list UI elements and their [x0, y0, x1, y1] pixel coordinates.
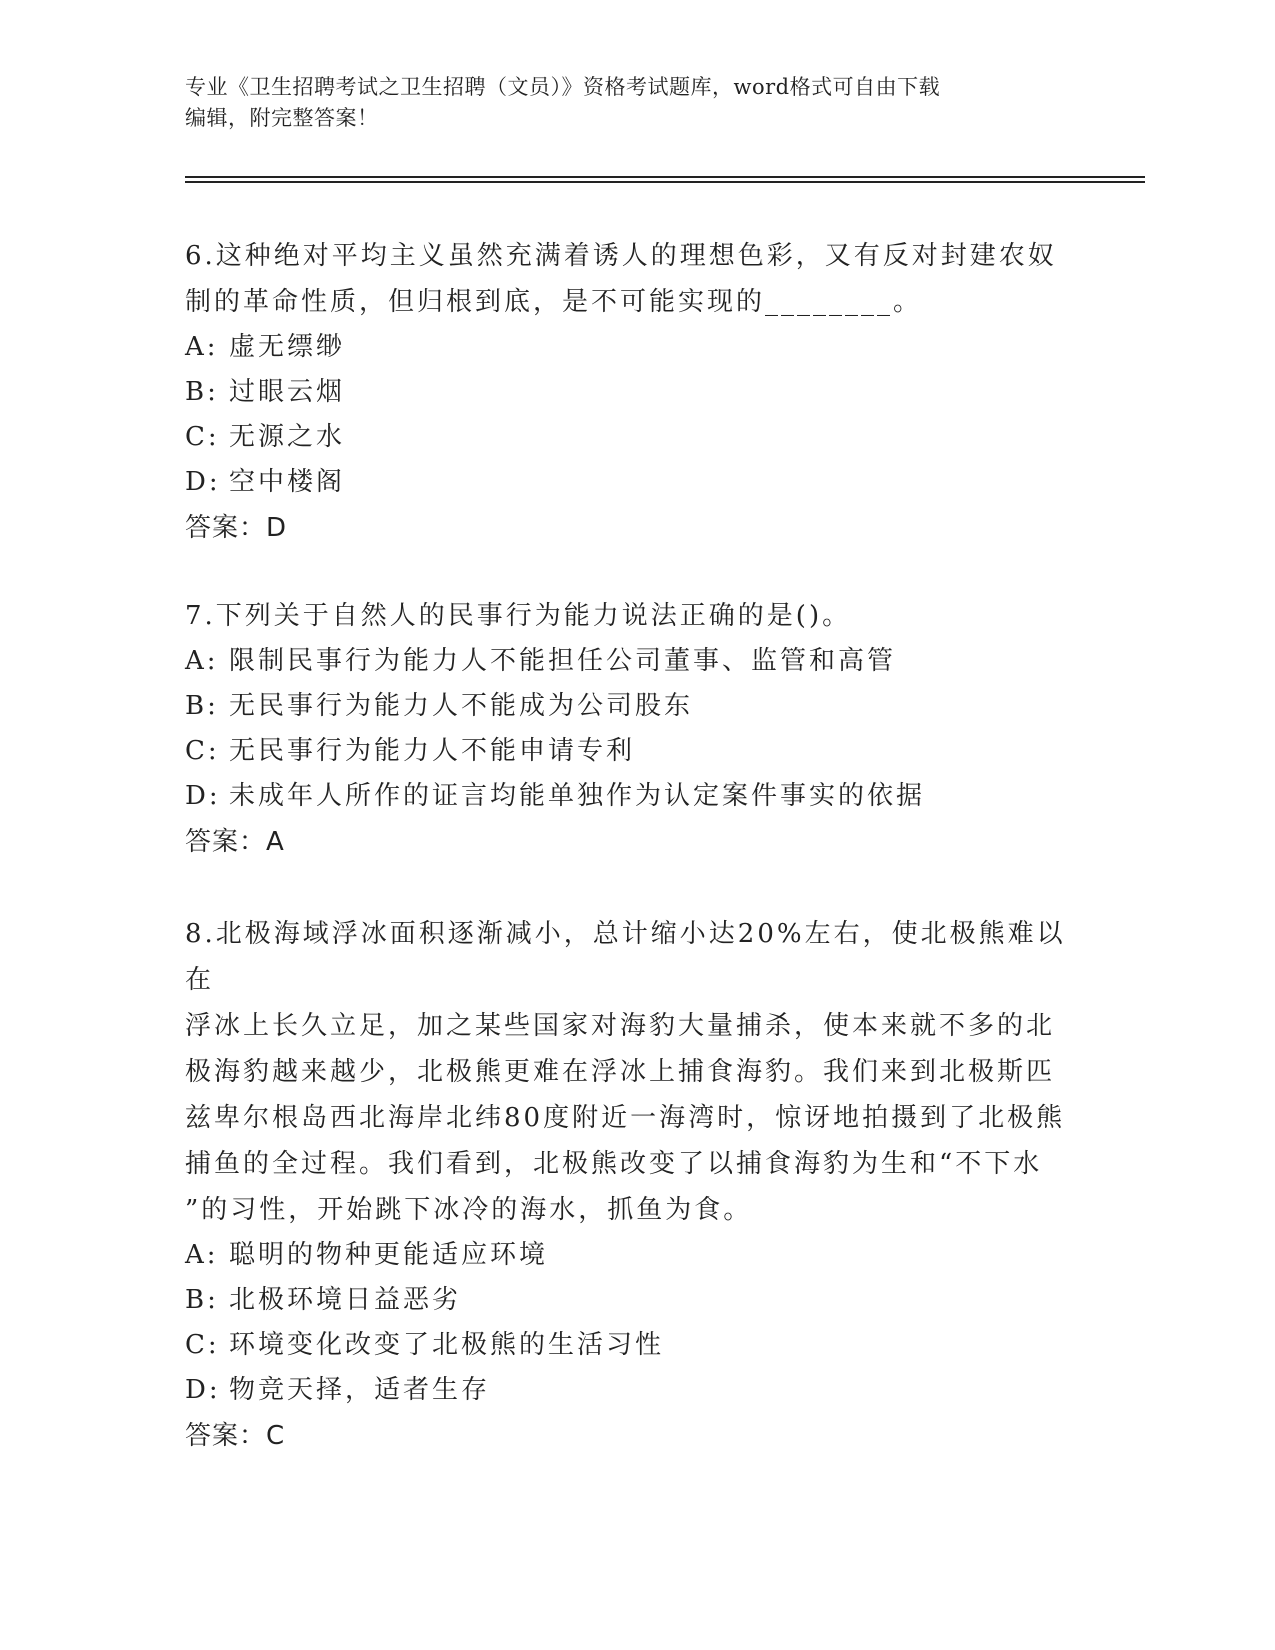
option-text: 空中楼阁 — [229, 467, 346, 497]
question-stem-line: 浮冰上长久立足，加之某些国家对海豹大量捕杀，使本来就不多的北 — [185, 1011, 1056, 1041]
option-text: 未成年人所作的证言均能单独作为认定案件事实的依据 — [229, 781, 926, 811]
header-divider-top — [185, 176, 1145, 178]
option-text: 过眼云烟 — [229, 377, 346, 407]
option-letter: A: — [185, 332, 219, 362]
header-line-1: 专业《卫生招聘考试之卫生招聘（文员）》资格考试题库，word格式可自由下载 — [185, 75, 941, 99]
option-text: 无民事行为能力人不能申请专利 — [229, 736, 636, 766]
question-stem-line: 7.下列关于自然人的民事行为能力说法正确的是()。 — [185, 601, 852, 631]
answer-line: 答案：C — [185, 1421, 286, 1451]
option-text: 北极环境日益恶劣 — [229, 1285, 462, 1315]
option-b — [185, 684, 1085, 729]
option-text: 无民事行为能力人不能成为公司股东 — [229, 691, 694, 721]
option-text: 物竞天择，适者生存 — [229, 1375, 491, 1405]
option-d — [185, 1368, 1085, 1413]
option-letter: B: — [185, 1285, 219, 1315]
option-d — [185, 774, 1085, 819]
question-stem-line: 6.这种绝对平均主义虽然充满着诱人的理想色彩，又有反对封建农奴 — [185, 241, 1057, 271]
option-letter: C: — [185, 422, 220, 452]
question-stem-line: 极海豹越来越少，北极熊更难在浮冰上捕食海豹。我们来到北极斯匹 — [185, 1057, 1056, 1087]
question-8 — [185, 911, 1085, 1459]
question-stem-line: 制的革命性质，但归根到底，是不可能实现的________。 — [185, 287, 923, 317]
option-letter: B: — [185, 377, 219, 407]
question-stem-line: 8.北极海域浮冰面积逐渐减小，总计缩小达20%左右，使北极熊难以在 — [185, 919, 1066, 995]
option-c — [185, 1323, 1085, 1368]
option-text: 环境变化改变了北极熊的生活习性 — [229, 1330, 665, 1360]
option-a — [185, 325, 1085, 370]
answer-line: 答案：A — [185, 827, 285, 857]
question-6 — [185, 233, 1085, 551]
option-d — [185, 460, 1085, 505]
option-a — [185, 1233, 1085, 1278]
option-letter: C: — [185, 736, 220, 766]
option-letter: C: — [185, 1330, 220, 1360]
option-text: 无源之水 — [229, 422, 346, 452]
option-c — [185, 729, 1085, 774]
option-c — [185, 415, 1085, 460]
question-stem-line: 兹卑尔根岛西北海岸北纬80度附近一海湾时，惊讶地拍摄到了北极熊 — [185, 1103, 1066, 1133]
option-text: 聪明的物种更能适应环境 — [229, 1240, 549, 1270]
option-letter: D: — [185, 1375, 221, 1405]
option-letter: D: — [185, 467, 221, 497]
question-stem-line: ”的习性，开始跳下冰冷的海水，抓鱼为食。 — [185, 1195, 753, 1225]
option-text: 虚无缥缈 — [229, 332, 346, 362]
document-header — [185, 72, 1065, 134]
question-stem-line: 捕鱼的全过程。我们看到，北极熊改变了以捕食海豹为生和“不下水 — [185, 1149, 1043, 1179]
question-7 — [185, 593, 1085, 865]
option-letter: A: — [185, 646, 219, 676]
option-letter: D: — [185, 781, 221, 811]
header-line-2: 编辑，附完整答案！ — [185, 106, 379, 130]
option-text: 限制民事行为能力人不能担任公司董事、监管和高管 — [229, 646, 897, 676]
option-b — [185, 1278, 1085, 1323]
answer-line: 答案：D — [185, 513, 288, 543]
option-letter: A: — [185, 1240, 219, 1270]
option-b — [185, 370, 1085, 415]
option-letter: B: — [185, 691, 219, 721]
option-a — [185, 639, 1085, 684]
header-divider-bottom — [185, 181, 1145, 183]
